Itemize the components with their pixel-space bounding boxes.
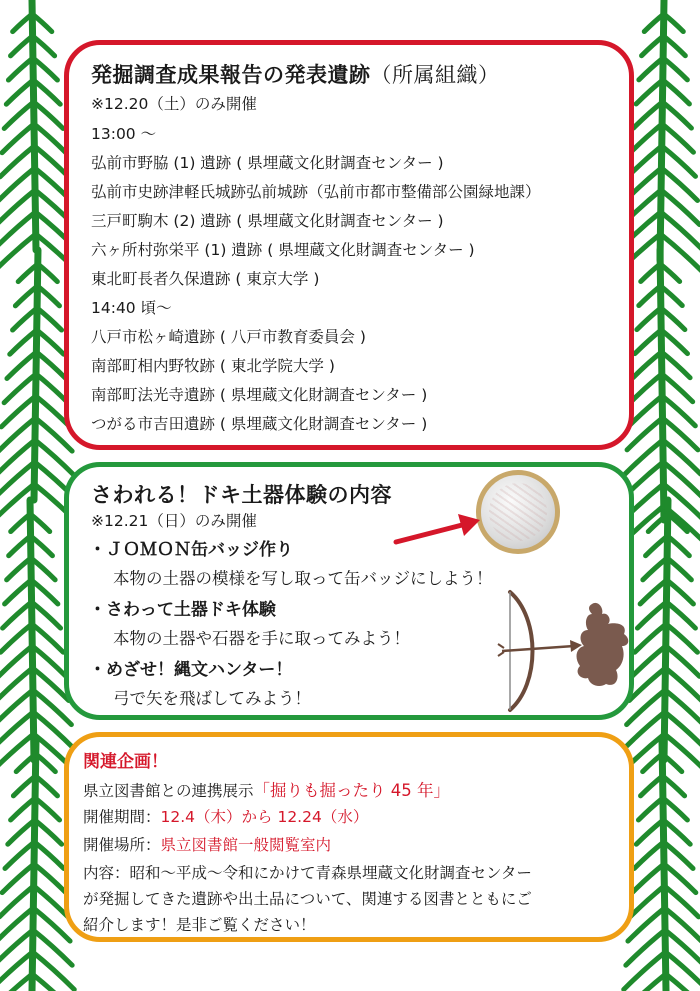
period-line — [83, 805, 368, 827]
report-title-text: 発掘調査成果報告の発表遺跡 — [91, 63, 371, 87]
venue-line — [83, 833, 331, 855]
arrow-icon — [392, 512, 484, 548]
period-value: 12.4（木）から 12.24（水） — [160, 808, 369, 826]
report-item: 弘前市野脇 (1) 遺跡 ( 県埋蔵文化財調査センター ) — [91, 154, 444, 172]
content-line: 紹介します！是非ご覧ください！ — [83, 916, 316, 934]
related-title: 関連企画！ — [83, 752, 168, 772]
report-item: 13:00 ～ — [91, 125, 157, 143]
activity-name: ・めざせ！縄文ハンター！ — [89, 660, 293, 680]
can-badge-icon — [476, 470, 560, 554]
animal-hide-icon — [572, 600, 634, 692]
activity-name: ・ＪＯＭＯＮ缶バッジ作り — [89, 540, 293, 560]
exhibit-line — [83, 777, 450, 801]
report-item: 南部町法光寺遺跡 ( 県埋蔵文化財調査センター ) — [91, 386, 428, 404]
report-item: つがる市吉田遺跡 ( 県埋蔵文化財調査センター ) — [91, 415, 428, 433]
content-line: 内容：昭和～平成～令和にかけて青森県埋蔵文化財調査センター — [83, 864, 532, 882]
report-note: ※12.20（土）のみ開催 — [91, 95, 257, 113]
report-sites-panel — [64, 40, 634, 450]
report-item: 三戸町駒木 (2) 遺跡 ( 県埋蔵文化財調査センター ) — [91, 212, 444, 230]
report-item: 14:40 頃～ — [91, 299, 172, 317]
exhibit-name: 「掘りも掘ったり 45 年」 — [253, 781, 451, 800]
venue-label: 開催場所： — [83, 836, 161, 854]
report-item: 南部町相内野牧跡 ( 東北学院大学 ) — [91, 357, 335, 375]
report-item: 東北町長者久保遺跡 ( 東京大学 ) — [91, 270, 320, 288]
report-item: 八戸市松ヶ崎遺跡 ( 八戸市教育委員会 ) — [91, 328, 366, 346]
report-item: 弘前市史跡津軽氏城跡弘前城跡（弘前市都市整備部公園緑地課） — [91, 183, 541, 201]
activity-desc: 本物の土器や石器を手に取ってみよう！ — [113, 629, 410, 648]
activity-desc: 本物の土器の模様を写し取って缶バッジにしよう！ — [113, 569, 493, 588]
period-label: 開催期間： — [83, 808, 161, 826]
report-title-org: （所属組織） — [370, 63, 500, 87]
report-title — [91, 59, 500, 89]
activity-desc: 弓で矢を飛ばしてみよう！ — [113, 689, 311, 708]
related-event-panel — [64, 732, 634, 942]
content-line: が発掘してきた遺跡や出土品について、関連する図書とともにご — [83, 890, 532, 908]
venue-value: 県立図書館一般閲覧室内 — [160, 836, 332, 854]
experience-title: さわれる！ドキ土器体験の内容 — [91, 483, 392, 507]
exhibit-prefix: 県立図書館との連携展示 — [83, 782, 254, 800]
report-item: 六ヶ所村弥栄平 (1) 遺跡 ( 県埋蔵文化財調査センター ) — [91, 241, 475, 259]
experience-note: ※12.21（日）のみ開催 — [91, 512, 257, 530]
activity-name: ・さわって土器ドキ体験 — [89, 600, 276, 620]
